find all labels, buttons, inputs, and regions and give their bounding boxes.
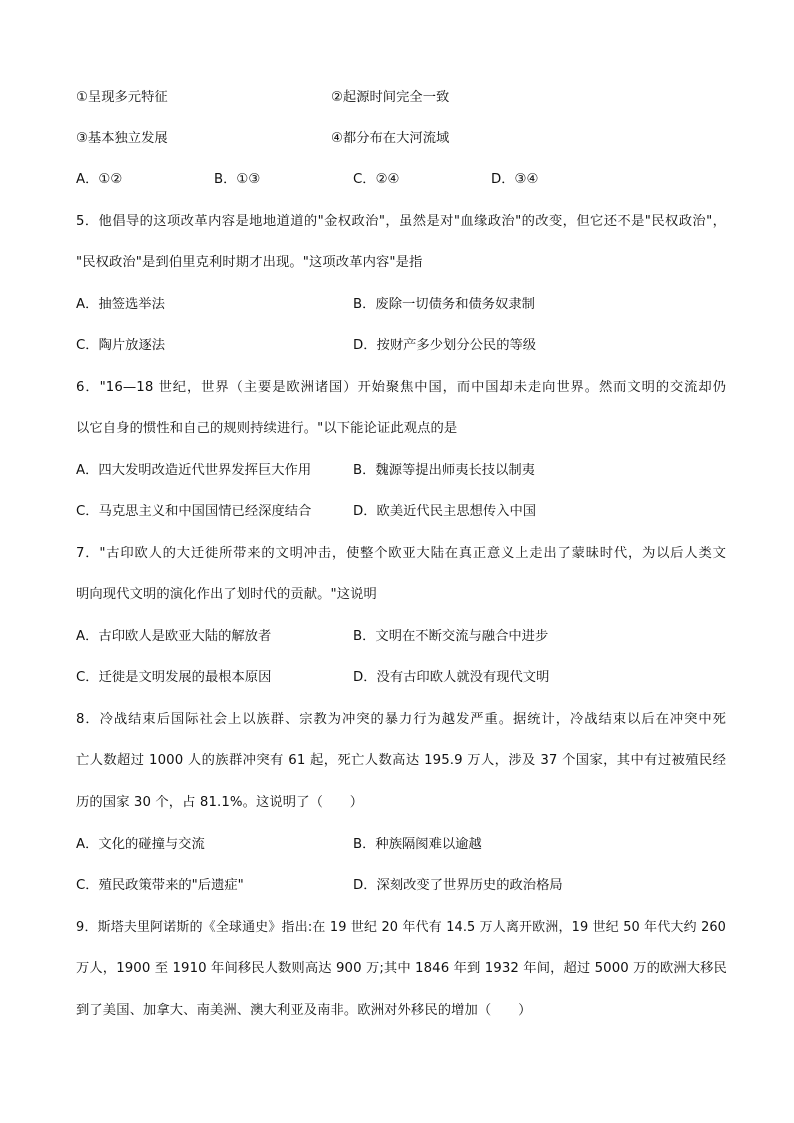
- q8-stem-line-1: 8．冷战结束后国际社会上以族群、宗教为冲突的暴力行为越发严重。据统计，冷战结束以后在冲突中死: [76, 712, 726, 727]
- q6-stem-line-2: 以它自身的惯性和自己的规则持续进行。"以下能论证此观点的是: [76, 421, 458, 436]
- q5-option-c: C．陶片放逐法: [76, 338, 166, 353]
- q7-option-c: C．迁徙是文明发展的最根本原因: [76, 670, 272, 685]
- q4-option-c: C．②④: [353, 172, 400, 187]
- q4-statement-3: ③基本独立发展: [76, 131, 168, 146]
- q9-stem-line-3: 到了美国、加拿大、南美洲、澳大利亚及南非。欧洲对外移民的增加（ ）: [76, 1003, 532, 1018]
- q6-option-c: C．马克思主义和中国国情已经深度结合: [76, 504, 312, 519]
- q4-statement-4: ④都分布在大河流域: [331, 131, 450, 146]
- q9-stem-line-2: 万人，1900 至 1910 年间移民人数则高达 900 万;其中 1846 年到 1932 年间，超过 5000 万的欧洲大移民: [76, 961, 727, 976]
- q5-option-d: D．按财产多少划分公民的等级: [353, 338, 537, 353]
- q7-stem-line-1: 7．"古印欧人的大迁徙所带来的文明冲击，使整个欧亚大陆在真正意义上走出了蒙昧时代，为以后人类文: [76, 546, 726, 561]
- q6-stem-line-1: 6．"16—18 世纪，世界（主要是欧洲诸国）开始聚焦中国，而中国却未走向世界。然而文明的交流却仍: [76, 380, 726, 395]
- q5-option-a: A．抽签选举法: [76, 297, 165, 312]
- q4-statement-2: ②起源时间完全一致: [331, 90, 450, 105]
- q7-option-b: B．文明在不断交流与融合中进步: [353, 629, 549, 644]
- q8-option-b: B．种族隔阂难以逾越: [353, 837, 482, 852]
- q6-option-b: B．魏源等提出师夷长技以制夷: [353, 463, 535, 478]
- q9-stem-line-1: 9．斯塔夫里阿诺斯的《全球通史》指出:在 19 世纪 20 年代有 14.5 万人离开欧洲，19 世纪 50 年代大约 260: [76, 920, 726, 935]
- q7-stem-line-2: 明向现代文明的演化作出了划时代的贡献。"这说明: [76, 587, 377, 602]
- q6-option-a: A．四大发明改造近代世界发挥巨大作用: [76, 463, 312, 478]
- q4-option-a: A．①②: [76, 172, 123, 187]
- q8-stem-line-2: 亡人数超过 1000 人的族群冲突有 61 起，死亡人数高达 195.9 万人，涉及 37 个国家，其中有过被殖民经: [76, 753, 726, 768]
- q6-option-d: D．欧美近代民主思想传入中国: [353, 504, 537, 519]
- q4-statement-1: ①呈现多元特征: [76, 90, 168, 105]
- q4-option-d: D．③④: [491, 172, 539, 187]
- q5-option-b: B．废除一切债务和债务奴隶制: [353, 297, 535, 312]
- q5-stem-line-1: 5．他倡导的这项改革内容是地地道道的"金权政治"，虽然是对"血缘政治"的改变，但它还不是"民权政治"，: [76, 214, 726, 229]
- q8-option-d: D．深刻改变了世界历史的政治格局: [353, 878, 563, 893]
- q8-option-c: C．殖民政策带来的"后遗症": [76, 878, 244, 893]
- q8-option-a: A．文化的碰撞与交流: [76, 837, 205, 852]
- q8-stem-line-3: 历的国家 30 个，占 81.1%。这说明了（ ）: [76, 795, 364, 810]
- q4-option-b: B．①③: [214, 172, 261, 187]
- q7-option-d: D．没有古印欧人就没有现代文明: [353, 670, 550, 685]
- q7-option-a: A．古印欧人是欧亚大陆的解放者: [76, 629, 272, 644]
- q5-stem-line-2: "民权政治"是到伯里克利时期才出现。"这项改革内容"是指: [76, 255, 423, 270]
